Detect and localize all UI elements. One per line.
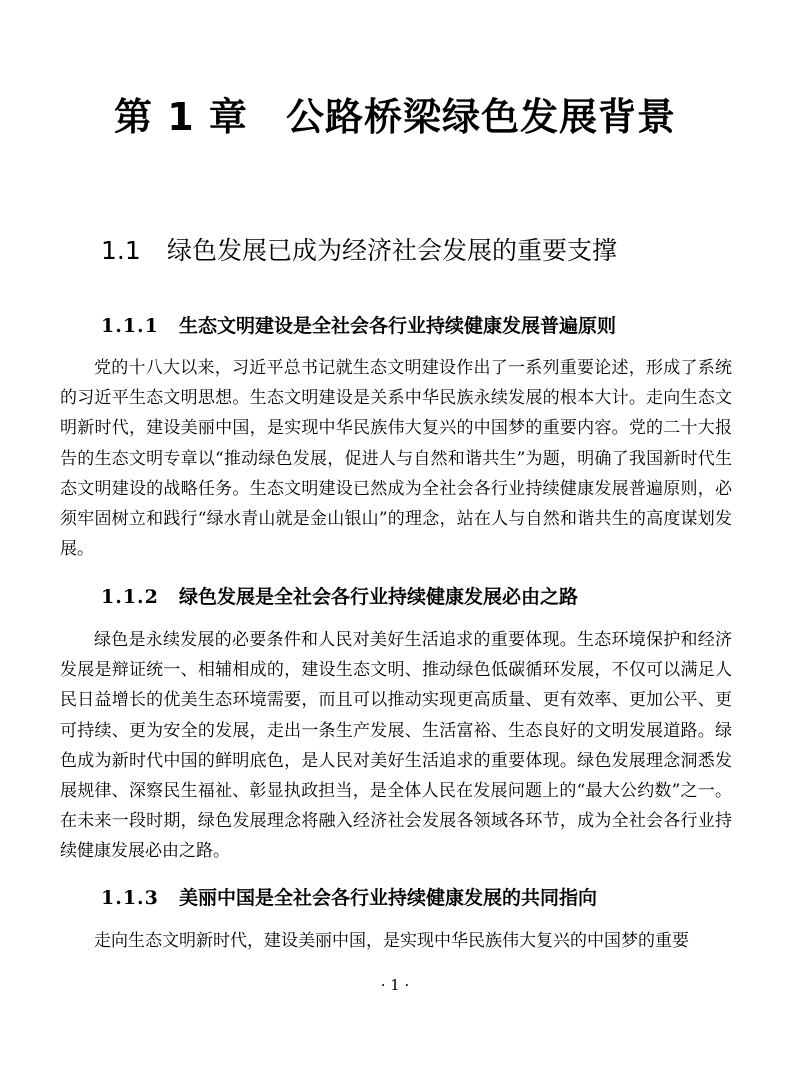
section-title-text: 绿色发展已成为经济社会发展的重要支撑 [167,236,618,265]
body-paragraph-3: 走向生态文明新时代，建设美丽中国，是实现中华民族伟大复兴的中国梦的重要 [94,931,689,951]
subsection-heading-1 [101,311,616,338]
subsection-number: 1.1.2 [101,586,159,608]
subsection-heading-3 [101,883,597,910]
section-heading [101,231,617,267]
body-paragraph-2: 绿色是永续发展的必要条件和人民对美好生活追求的重要体现。生态环境保护和经济发展是辩证统一、相辅相成的，建设生态文明、推动绿色低碳循环发展，不仅可以满足人民日益增长的优美生态环境需要，而且可以推动实现更高质量、更有效率、更加公平、更可持续、更为安全的发展，走出一条生产发展、生活富裕、生态良好的文明发展道路。绿色成为新时代中国的鲜明底色，是人民对美好生活追求的重要体现。绿色发展理念洞悉发展规律、深察民生福祉、彰显执政担当，是全体人民在发展问题上的“最大公约数”之一。在未来一段时期，绿色发展理念将融入经济社会发展各领域各环节，成为全社会各行业持续健康发展必由之路。 [60,630,732,862]
subsection-title: 生态文明建设是全社会各行业持续健康发展普遍原则 [179,315,617,337]
subsection-heading-2 [101,582,578,609]
subsection-number: 1.1.1 [101,315,159,337]
subsection-title: 绿色发展是全社会各行业持续健康发展必由之路 [179,586,579,608]
subsection-number: 1.1.3 [101,887,159,909]
section-number: 1.1 [101,236,141,265]
body-paragraph-1: 党的十八大以来，习近平总书记就生态文明建设作出了一系列重要论述，形成了系统的习近平生态文明思想。生态文明建设是关系中华民族永续发展的根本大计。走向生态文明新时代，建设美丽中国，是实现中华民族伟大复兴的中国梦的重要内容。党的二十大报告的生态文明专章以“推动绿色发展，促进人与自然和谐共生”为题，明确了我国新时代生态文明建设的战略任务。生态文明建设已然成为全社会各行业持续健康发展普遍原则，必须牢固树立和践行“绿水青山就是金山银山”的理念，站在人与自然和谐共生的高度谋划发展。 [60,358,732,560]
chapter-title [0,86,790,141]
chapter-title-text: 公路桥梁绿色发展背景 [285,95,676,139]
chapter-number: 第 1 章 [114,95,248,139]
subsection-title: 美丽中国是全社会各行业持续健康发展的共同指向 [179,887,598,909]
page-number: · 1 · [380,976,410,994]
